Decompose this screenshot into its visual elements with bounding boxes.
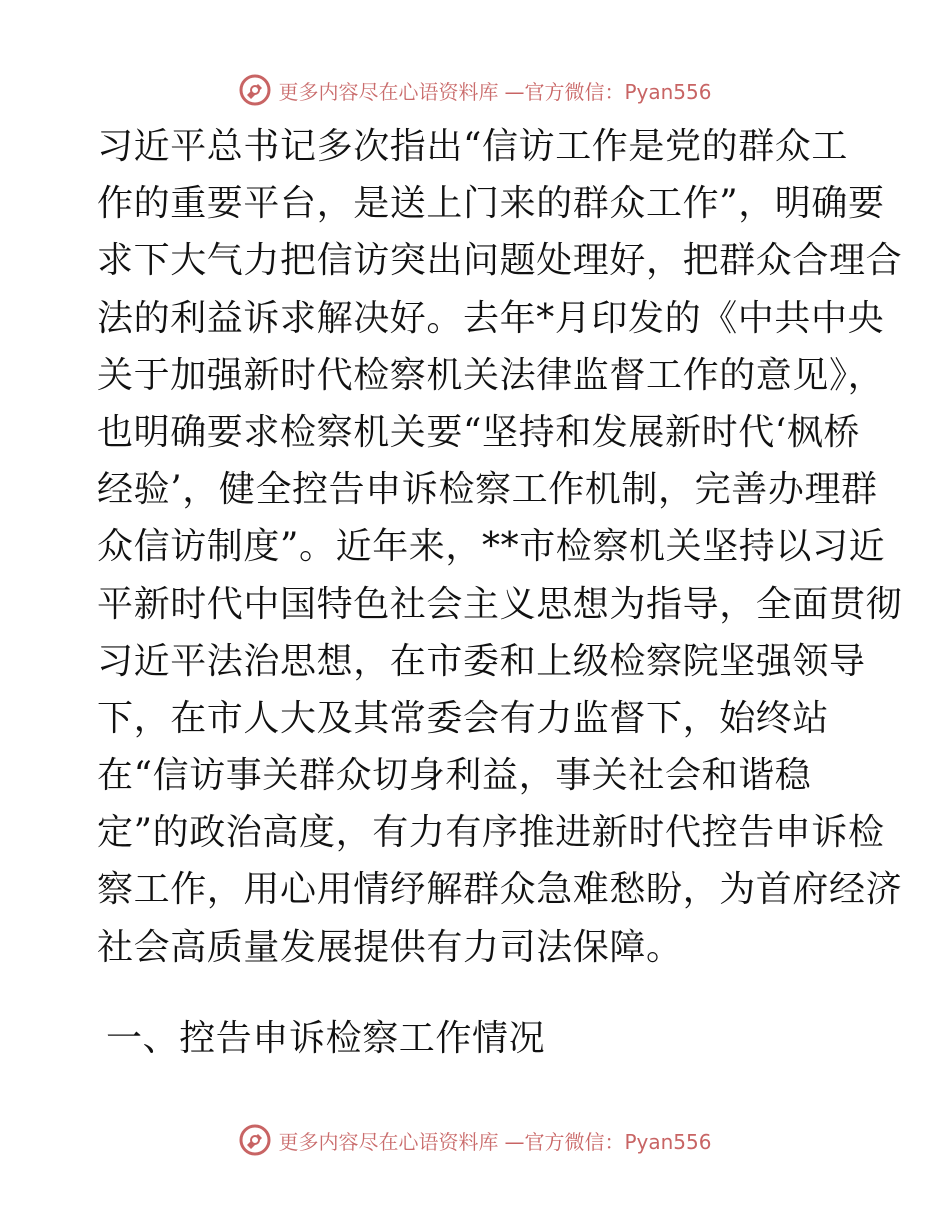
paragraph-line: 下，在市人大及其常委会有力监督下，始终站 [97,697,830,739]
header-watermark [0,70,950,110]
footer-watermark [0,1120,950,1160]
paragraph-line: 习近平法治思想，在市委和上级检察院坚强领导 [97,640,866,682]
paragraph-line: 平新时代中国特色社会主义思想为指导，全面贯彻 [97,583,903,625]
section-heading: 一、控告申诉检察工作情况 [106,1018,546,1059]
watermark-suffix: —官方微信：Pyan556 [504,79,712,104]
watermark-prefix: 更多内容尽在心语资料库 [278,79,499,104]
paragraph-line: 社会高质量发展提供有力司法保障。 [97,926,683,968]
paragraph-line: 作的重要平台，是送上门来的群众工作”，明确要 [97,183,885,225]
paragraph-line: 习近平总书记多次指出“信访工作是党的群众工 [97,126,849,167]
paragraph-line: 察工作，用心用情纾解群众急难愁盼，为首府经济 [97,869,903,911]
body-paragraph [97,118,903,976]
watermark-suffix: —官方微信：Pyan556 [504,1129,712,1154]
paragraph-line: 也明确要求检察机关要“坚持和发展新时代‘枫桥 [97,411,861,453]
paragraph-line: 众信访制度”。近年来，**市检察机关坚持以习近 [97,526,886,568]
paragraph-line: 法的利益诉求解决好。去年*月印发的《中共中央 [97,297,885,339]
watermark-prefix: 更多内容尽在心语资料库 [278,1129,499,1154]
seal-logo-icon [238,1123,272,1157]
seal-logo-icon [238,73,272,107]
paragraph-line: 求下大气力把信访突出问题处理好，把群众合理合 [97,240,903,282]
paragraph-line: 在“信访事关群众切身利益，事关社会和谐稳 [97,755,812,797]
paragraph-line: 经验’，健全控告申诉检察工作机制，完善办理群 [97,469,878,511]
paragraph-line: 关于加强新时代检察机关法律监督工作的意见》， [97,354,885,396]
paragraph-line: 定”的政治高度，有力有序推进新时代控告申诉检 [97,812,885,854]
